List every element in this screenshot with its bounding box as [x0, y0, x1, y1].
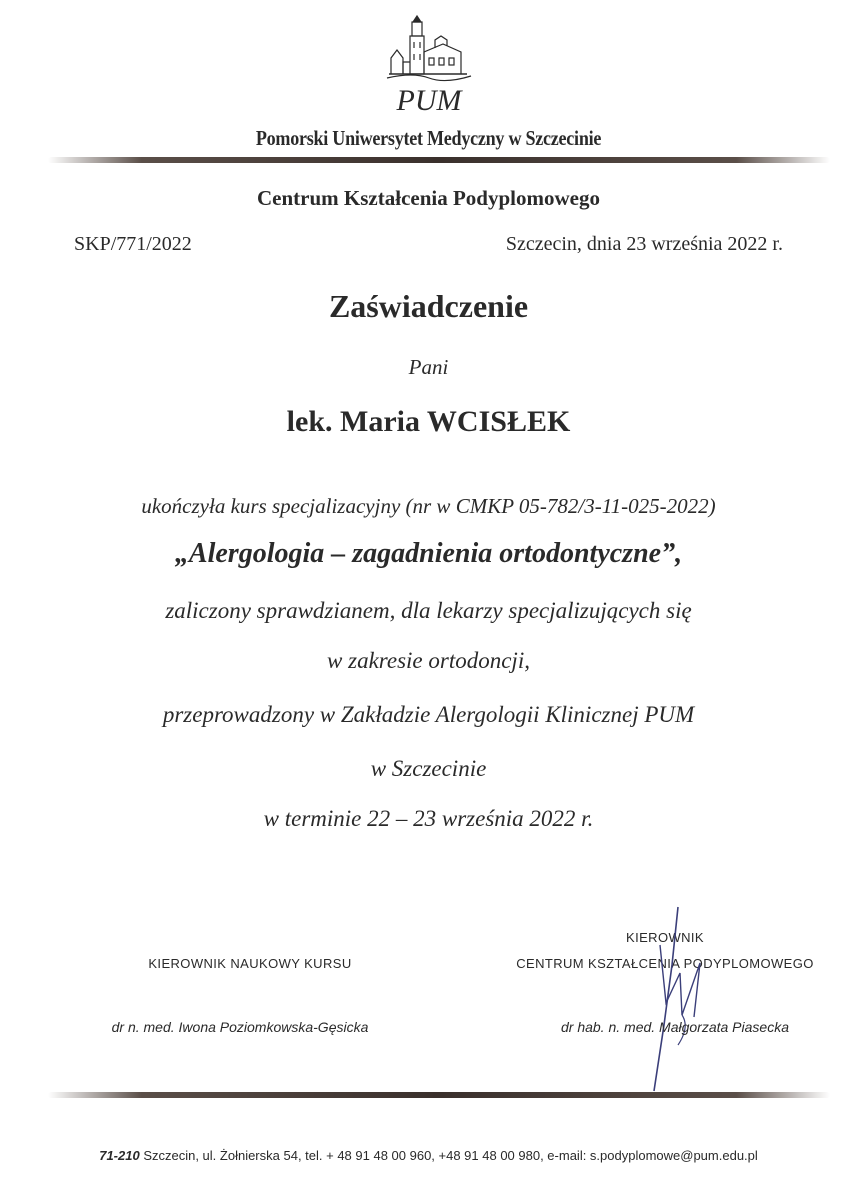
city-line: w Szczecinie — [370, 756, 487, 781]
course-title: „Alergologia – zagadnienia ortodontyczne”, — [174, 538, 683, 569]
header-divider — [48, 157, 830, 163]
department-line: przeprowadzony w Zakładzie Alergologii Klinicznej PUM — [162, 702, 695, 727]
right-signatory-title-1: KIEROWNIK — [626, 930, 704, 945]
document-title: Zaświadczenie — [328, 288, 529, 324]
footer-postcode: 71-210 — [99, 1148, 140, 1163]
footer-address — [0, 1148, 857, 1163]
course-intro: ukończyła kurs specjalizacyjny (nr w CMKP 05-782/3-11-025-2022) — [141, 494, 716, 518]
recipient-name: lek. Maria WCISŁEK — [286, 405, 571, 438]
university-logo — [383, 14, 475, 122]
issue-date: Szczecin, dnia 23 września 2022 r. — [505, 233, 783, 255]
reference-number: SKP/771/2022 — [74, 233, 192, 255]
centre-name: Centrum Kształcenia Podyplomowego — [257, 186, 600, 210]
right-signatory-title-2: CENTRUM KSZTAŁCENIA PODYPLOMOWEGO — [516, 956, 814, 971]
left-signatory-name: dr n. med. Iwona Poziomkowska-Gęsicka — [111, 1019, 369, 1035]
footer-contact: Szczecin, ul. Żołnierska 54, tel. + 48 91 48 00 960, +48 91 48 00 980, e-mail: s.podyplomowe@pum.edu.pl — [139, 1148, 758, 1163]
salutation: Pani — [408, 355, 449, 379]
logo-text: PUM — [396, 84, 462, 117]
handwritten-signature — [620, 905, 730, 1095]
completion-line: zaliczony sprawdzianem, dla lekarzy specjalizujących się — [165, 598, 692, 623]
right-signatory-name: dr hab. n. med. Małgorzata Piasecka — [560, 1019, 789, 1035]
course-dates: w terminie 22 – 23 września 2022 r. — [263, 806, 594, 831]
university-name: Pomorski Uniwersytet Medyczny w Szczecinie — [255, 126, 602, 150]
specialty-line: w zakresie ortodoncji, — [327, 648, 530, 673]
castle-icon — [387, 16, 471, 81]
footer-divider — [48, 1092, 830, 1098]
left-signatory-title: KIEROWNIK NAUKOWY KURSU — [148, 956, 352, 971]
